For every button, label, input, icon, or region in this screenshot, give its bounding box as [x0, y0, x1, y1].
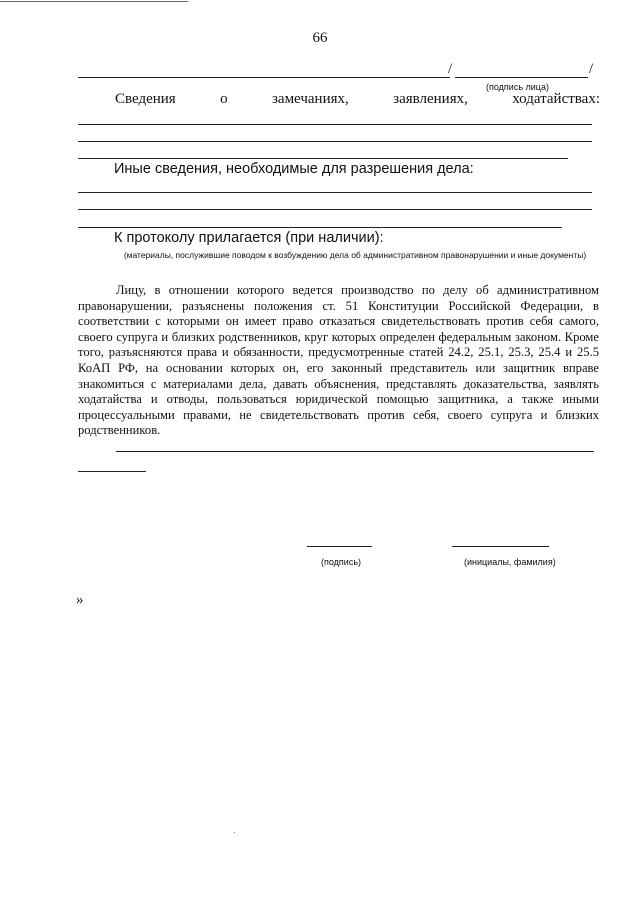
remarks-blank-line-1: [78, 124, 592, 125]
remarks-heading: [115, 91, 600, 108]
remarks-blank-line-3: [78, 158, 568, 159]
signature-blank-line-right: [455, 77, 588, 78]
remarks-blank-line-2: [78, 141, 592, 142]
signature-blank-line: [307, 546, 372, 547]
page-number: 66: [312, 30, 328, 46]
name-caption: (инициалы, фамилия): [464, 557, 556, 567]
other-info-blank-line-3: [78, 227, 562, 228]
signature-caption: (подпись): [321, 557, 362, 567]
scan-speck: [234, 832, 235, 833]
attachments-note: (материалы, послужившие поводом к возбуждению дела об административном правонарушении и иные документы): [123, 250, 587, 260]
signature-separator-1: /: [448, 61, 453, 77]
other-info-blank-line-2: [78, 209, 592, 210]
person-signature-caption: (подпись лица): [486, 82, 549, 92]
remarks-word: ходатайствах:: [512, 91, 600, 107]
closing-quote: »: [76, 592, 84, 608]
remarks-word: заявлениях,: [393, 91, 468, 107]
other-info-heading: Иные сведения, необходимые для разрешения дела:: [114, 161, 474, 177]
other-info-blank-line-1: [78, 192, 592, 193]
explanation-blank-line: [116, 451, 594, 452]
name-blank-line: [452, 546, 549, 547]
scan-edge-line: [0, 1, 188, 2]
signature-separator-2: /: [589, 61, 594, 77]
remarks-word: замечаниях,: [271, 91, 349, 107]
rights-explanation-paragraph: Лицу, в отношении которого ведется производство по делу об административном правонарушении, разъяснены положения ст. 51 Конституции Российской Федерации, в соответствии с которыми он имеет право отказаться свидетельствовать против себя самого, своего супруга и близких родственников, круг которых определен федеральным законом. Кроме того, разъясняются права и обязанности, предусмотренные статей 24.2, 25.1, 25.3, 25.4 и 25.5 КоАП РФ, на основании которых он, его законный представитель или защитник вправе знакомиться с материалами дела, давать объяснения, представлять доказательства, заявлять ходатайства и отводы, пользоваться юридической помощью защитника, а также иными процессуальными правами, не свидетельствовать против себя, своего супруга и близких родственников.: [78, 283, 599, 438]
remarks-word: Сведения: [115, 91, 176, 107]
remarks-word: о: [220, 91, 228, 107]
attachments-heading: К протоколу прилагается (при наличии):: [114, 230, 384, 246]
signature-blank-line-left: [78, 77, 450, 78]
explanation-blank-line-short: [78, 471, 146, 472]
